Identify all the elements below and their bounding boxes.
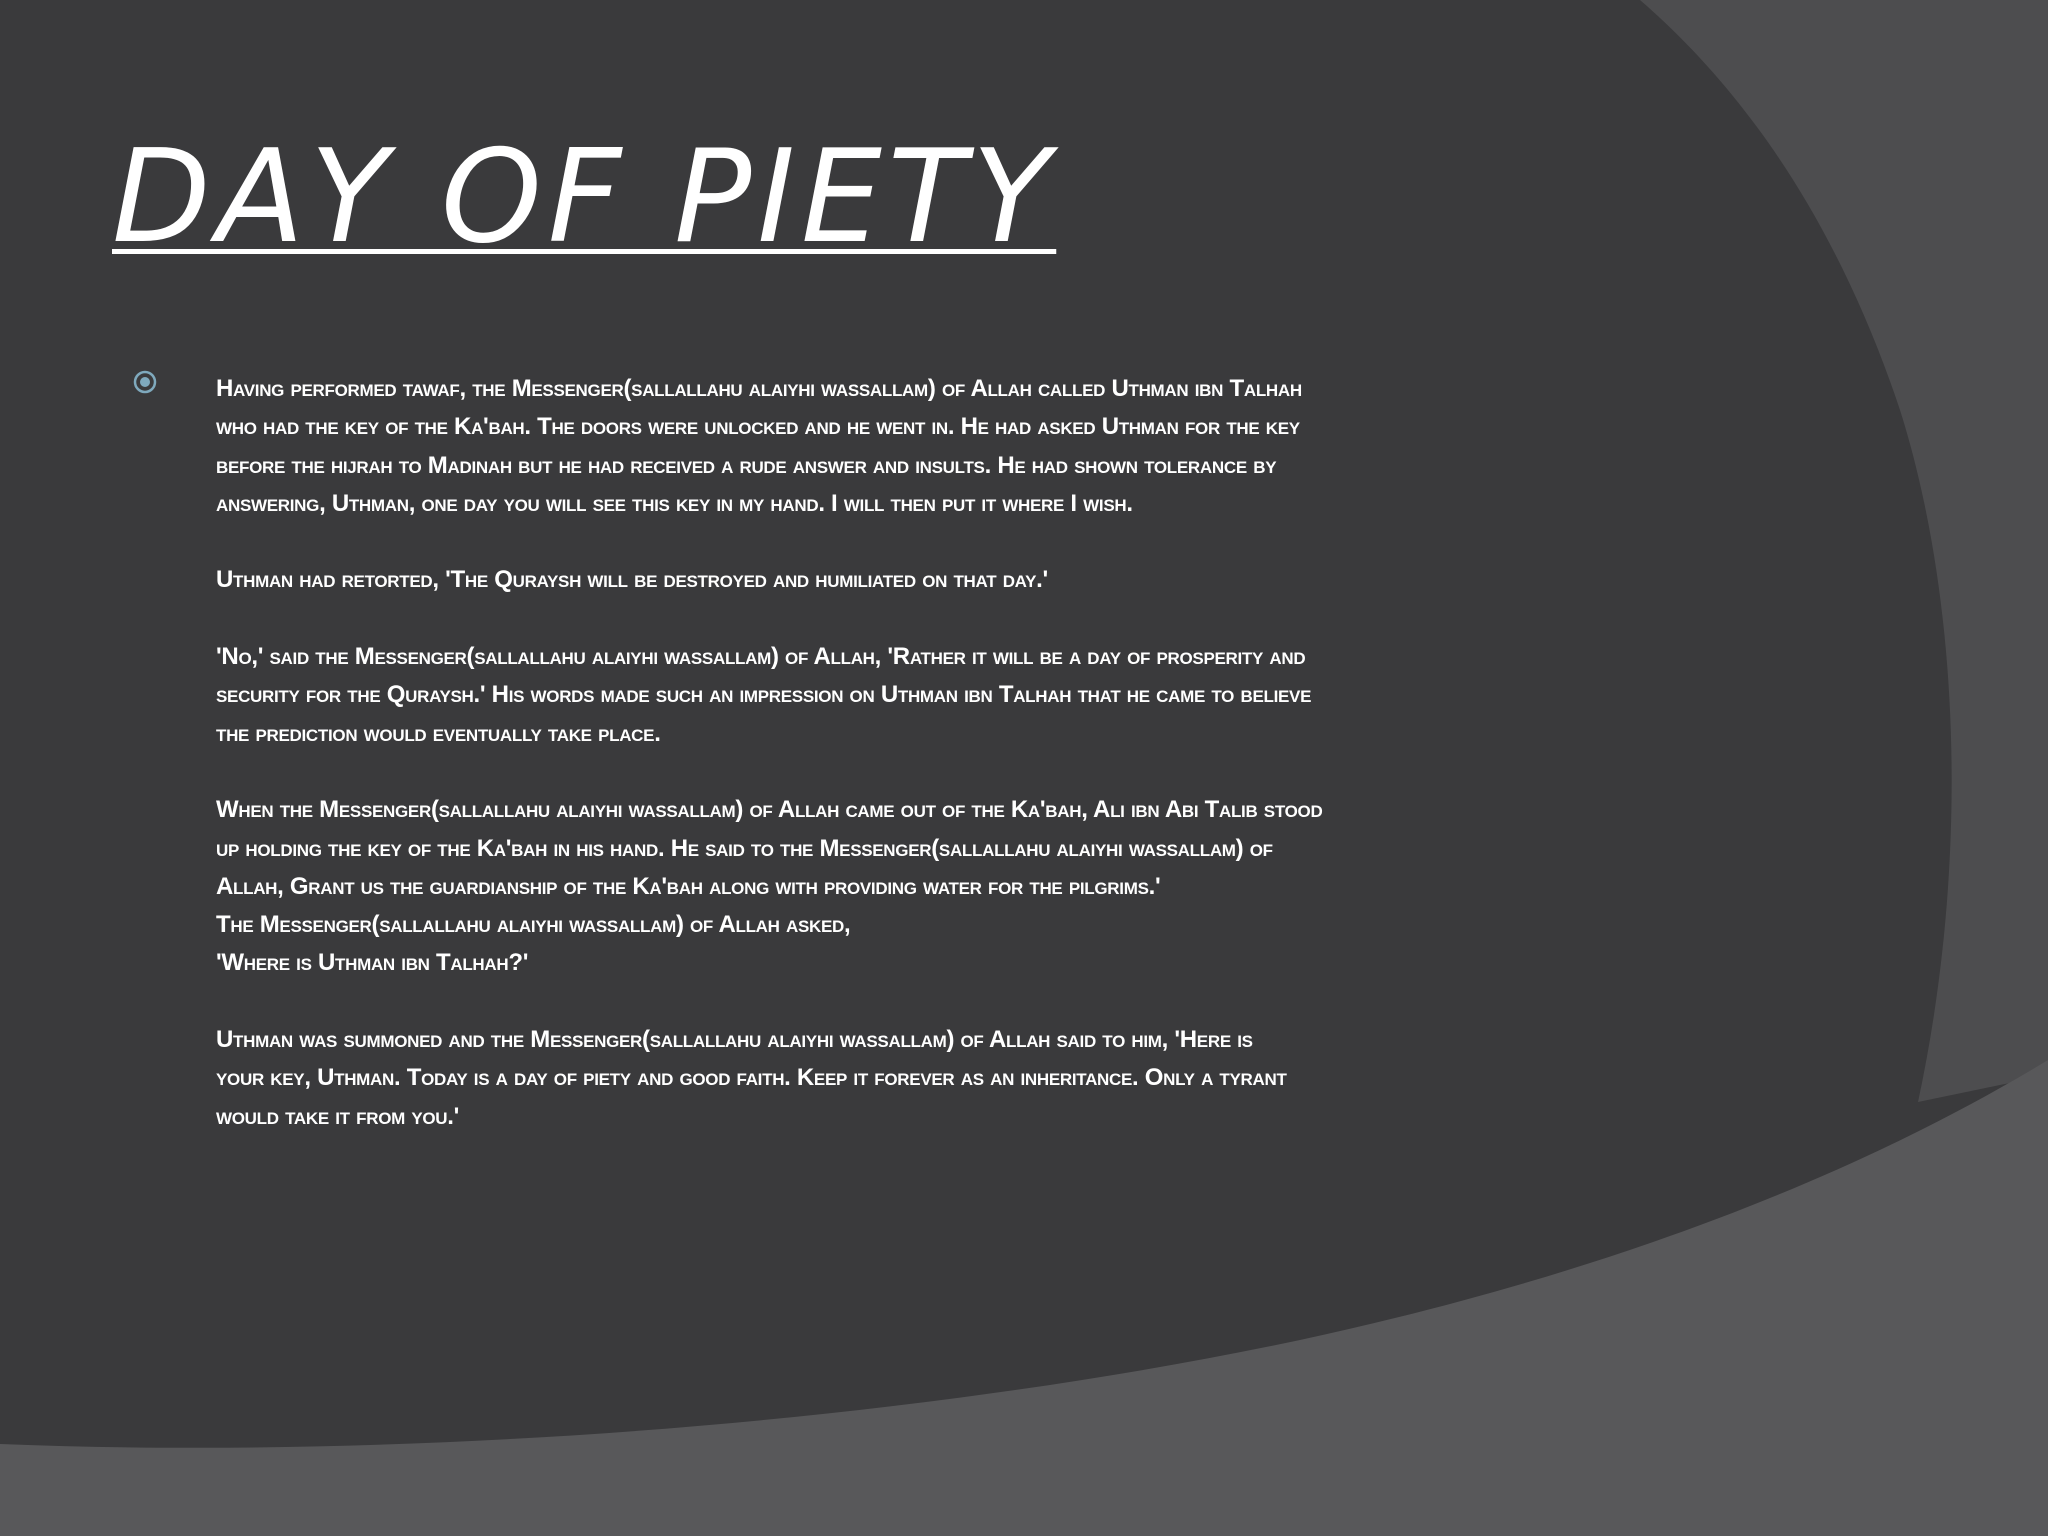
circle-bullet-icon bbox=[132, 369, 158, 395]
paragraph-prophecy: 'No,' said the Messenger(sallallahu alaiyhi wassallam) of Allah, 'Rather it will be a day of prosperity and security for the Quraysh.' His words made such an impression on Uthman ibn Talhah that he came to believe the prediction would eventually take place. bbox=[216, 643, 1312, 747]
paragraph-uthman-retort: Uthman had retorted, 'The Quraysh will be destroyed and humiliated on that day.' bbox=[216, 566, 1048, 594]
paragraph-key-returned: Uthman was summoned and the Messenger(sallallahu alaiyhi wassallam) of Allah said to him, 'Here is your key, Uthman. Today is a day of piety and good faith. Keep it forever as an inheritance. Only a tyrant would take it from you.' bbox=[216, 1026, 1287, 1130]
paragraph-tawaf: Having performed tawaf, the Messenger(sallallahu alaiyhi wassallam) of Allah called Uthman ibn Talhah who had the key of the Ka'bah. The doors were unlocked and he went in. He had asked Uthman for the key before the hijrah to Madinah but he had received a rude answer and insults. He had shown tolerance by answering, Uthman, one day you will see this key in my hand. I will then put it where I wish. bbox=[216, 375, 1302, 517]
paragraph-ali-request: When the Messenger(sallallahu alaiyhi wassallam) of Allah came out of the Ka'bah, Ali ibn Abi Talib stood up holding the key of the Ka'bah in his hand. He said to the Messenger(sallallahu alaiyhi wassallam) of Allah, Grant us the guardianship of the Ka'bah along with providing water for the pilgrims.' The Messenger(sallallahu alaiyhi wassallam) of Allah asked, 'Where is Uthman ibn Talhah?' bbox=[216, 796, 1323, 977]
slide-body bbox=[216, 370, 1776, 1174]
slide-title: DAY OF PIETY bbox=[112, 123, 1057, 272]
